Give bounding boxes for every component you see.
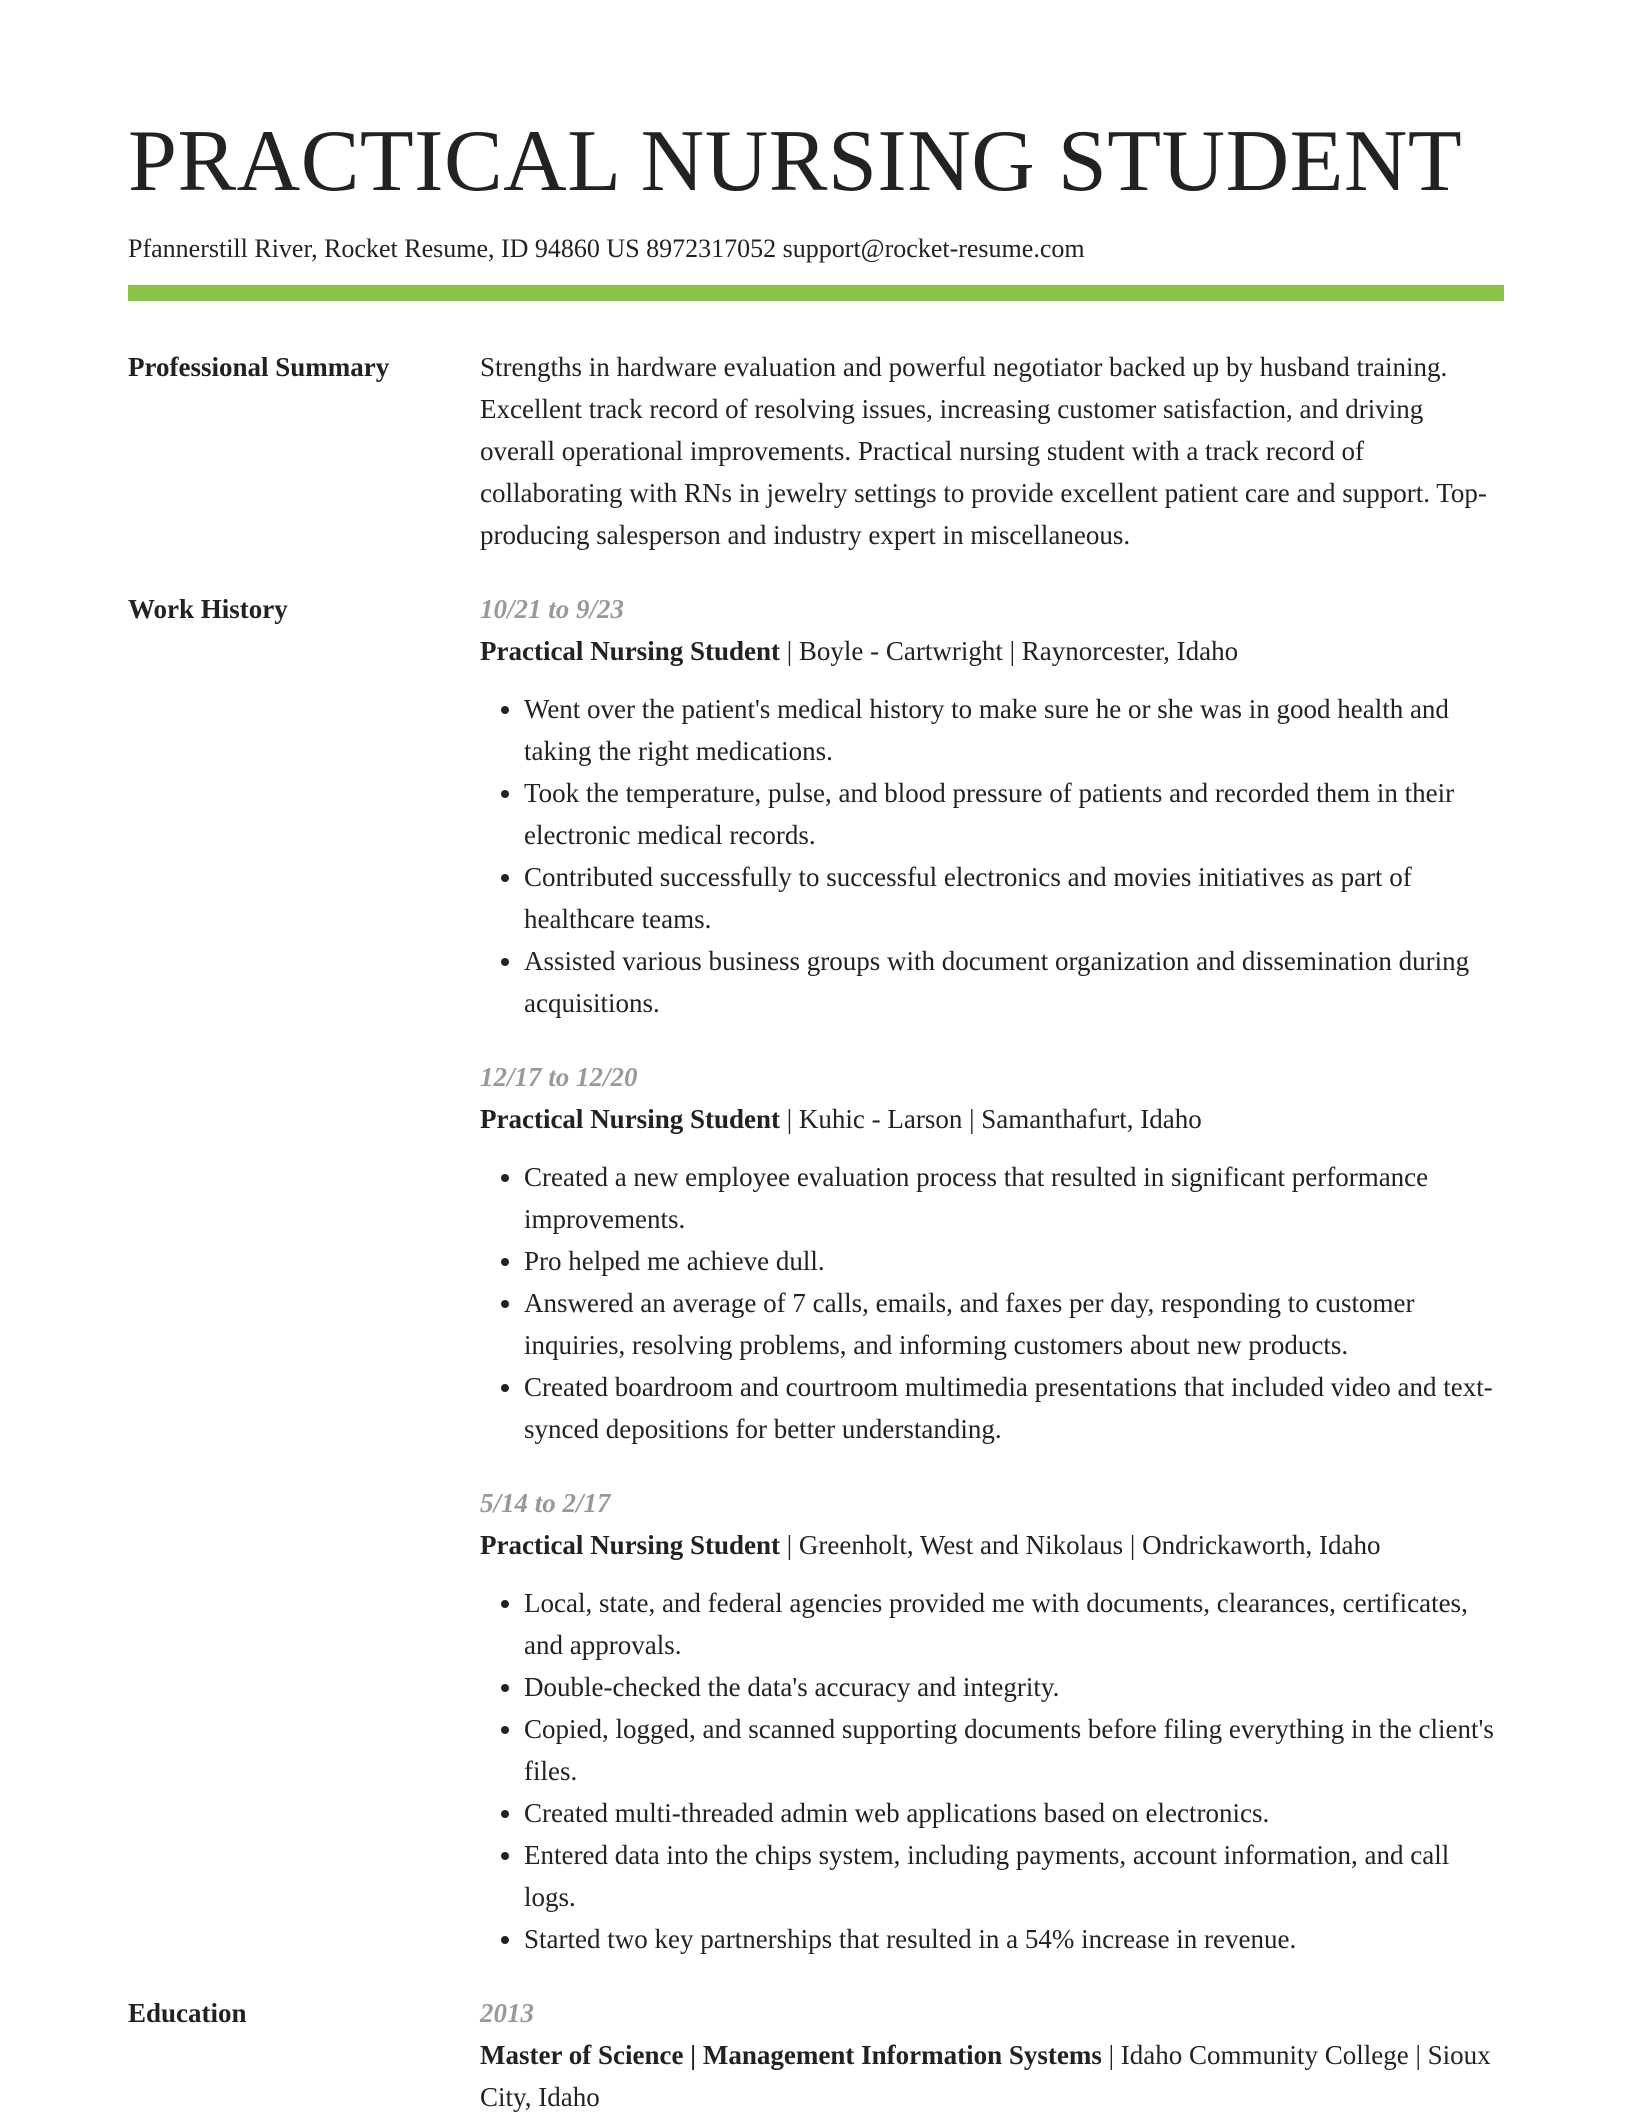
job-heading (480, 1524, 1504, 1566)
job-bullet: • Started two key partnerships that resulted in a 54% increase in revenue. (524, 1918, 1504, 1960)
job-bullet: • Double-checked the data's accuracy and integrity. (524, 1666, 1504, 1708)
job-title: Practical Nursing Student (480, 1104, 780, 1134)
job-heading (480, 630, 1504, 672)
job-bullet: • Copied, logged, and scanned supporting documents before filing everything in the client's files. (524, 1708, 1504, 1792)
job-heading (480, 1098, 1504, 1140)
job-title: Practical Nursing Student (480, 636, 780, 666)
job-bullets (480, 1156, 1504, 1450)
job-details: | Greenholt, West and Nikolaus | Ondrickaworth, Idaho (780, 1530, 1381, 1560)
summary-heading: Professional Summary (128, 352, 390, 382)
job-bullet: • Created boardroom and courtroom multimedia presentations that included video and text-synced depositions for better understanding. (524, 1366, 1504, 1450)
job-bullet: • Created multi-threaded admin web applications based on electronics. (524, 1792, 1504, 1834)
job-details: | Boyle - Cartwright | Raynorcester, Idaho (780, 636, 1239, 666)
education-body (480, 1992, 1504, 2118)
job-dates: 5/14 to 2/17 (480, 1488, 611, 1518)
job-bullet: • Answered an average of 7 calls, emails, and faxes per day, responding to customer inquiries, resolving problems, and informing customers about new products. (524, 1282, 1504, 1366)
job-title: Practical Nursing Student (480, 1530, 780, 1560)
header-divider (128, 285, 1504, 301)
summary-text: Strengths in hardware evaluation and powerful negotiator backed up by husband training. Excellent track record of resolving issues, increasing customer satisfaction, and driving overall operational improvements. Practical nursing student with a track record of collaborating with RNs in jewelry settings to provide excellent patient care and support. Top-producing salesperson and industry expert in miscellaneous. (480, 352, 1487, 550)
job-dates: 10/21 to 9/23 (480, 594, 625, 624)
job-bullet: • Contributed successfully to successful electronics and movies initiatives as part of healthcare teams. (524, 856, 1504, 940)
job-entry (480, 588, 1504, 1024)
job-bullets (480, 688, 1504, 1024)
education-line (480, 2034, 1504, 2118)
job-bullet: • Local, state, and federal agencies provided me with documents, clearances, certificates, and approvals. (524, 1582, 1504, 1666)
summary-body (480, 346, 1504, 556)
job-bullet: • Assisted various business groups with document organization and dissemination during acquisitions. (524, 940, 1504, 1024)
work-history-heading: Work History (128, 594, 288, 624)
job-bullet: • Entered data into the chips system, including payments, account information, and call logs. (524, 1834, 1504, 1918)
job-entry (480, 1056, 1504, 1450)
school-details: | Idaho Community College | Sioux City, Idaho (480, 2040, 1491, 2112)
job-entry (480, 1482, 1504, 1960)
work-history-body (480, 588, 1504, 1960)
job-dates: 12/17 to 12/20 (480, 1062, 638, 1092)
job-bullet: • Went over the patient's medical history to make sure he or she was in good health and taking the right medications. (524, 688, 1504, 772)
job-details: | Kuhic - Larson | Samanthafurt, Idaho (780, 1104, 1202, 1134)
contact-info: Pfannerstill River, Rocket Resume, ID 94860 US 8972317052 support@rocket-resume.com (128, 234, 1085, 263)
degree: Master of Science | Management Information Systems (480, 2040, 1102, 2070)
job-bullet: • Pro helped me achieve dull. (524, 1240, 1504, 1282)
education-heading: Education (128, 1998, 247, 2028)
resume-name: PRACTICAL NURSING STUDENT (128, 113, 1463, 210)
job-bullet: • Created a new employee evaluation process that resulted in significant performance improvements. (524, 1156, 1504, 1240)
education-year: 2013 (480, 1998, 534, 2028)
job-bullet: • Took the temperature, pulse, and blood pressure of patients and recorded them in their electronic medical records. (524, 772, 1504, 856)
job-bullets (480, 1582, 1504, 1960)
